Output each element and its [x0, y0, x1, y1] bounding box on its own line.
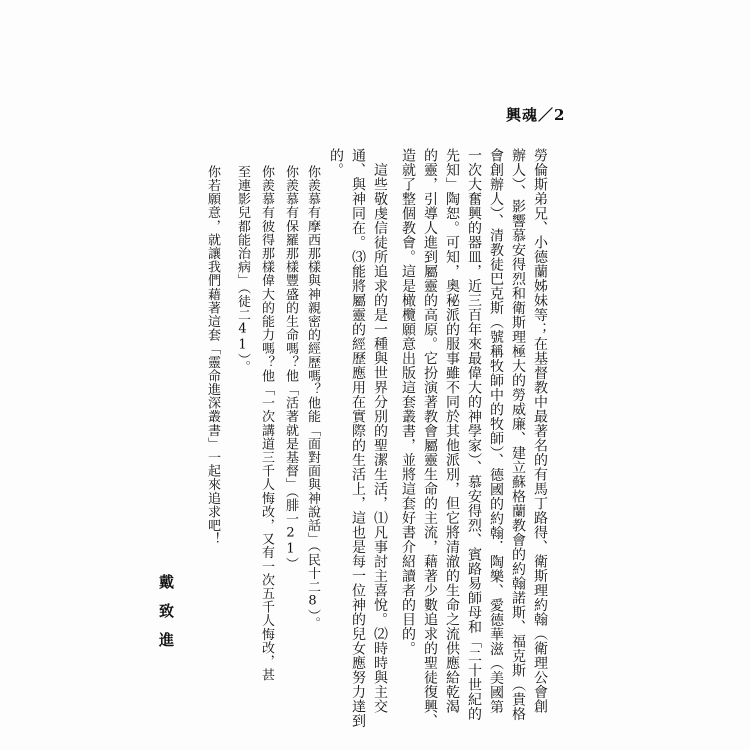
text-column: 辦人）、影響慕安得烈和衛斯理極大的勞威廉、建立蘇格蘭教會的約翰諾斯、福克斯（貴格	[510, 148, 526, 721]
text-column: 這些敬虔信徒所追求的是一種與世界分別的聖潔生活，⑴凡事討主喜悅。⑵時時與主交	[372, 148, 388, 714]
quote-column: 至連影兒都能治病」（徒二41）。	[235, 165, 250, 374]
text-column: 會創辦人）、清教徒巴克斯（號稱牧師中的牧師）、德國的約翰．陶樂、愛德華滋（美國第	[488, 148, 504, 714]
text-column: 造就了整個教會。這是橄欖願意出版這套叢書，並將這套好書介紹讀者的目的。	[400, 148, 416, 656]
quote-column: 你羨慕有摩西那樣與神親密的經歷嗎？他能「面對面與神說話」（民十二8）。	[305, 165, 320, 630]
text-column: 先知」陶恕。可知，奧秘派的服事雖不同於其他派別，但它將清澈的生命之流供應給乾渴	[444, 148, 460, 714]
running-head: 興魂／2	[506, 106, 566, 124]
author-signature: 戴致進	[157, 574, 175, 661]
quote-column: 你羨慕有彼得那樣偉大的能力嗎？他「一次講道三千人悔改，又有一次五千人悔改，甚	[259, 165, 274, 682]
quote-column: 你羨慕有保羅那樣豐盛的生命嗎？他「活著就是基督」（腓一21）	[283, 165, 298, 571]
text-column: 一次大奮興的器皿，近三百年來最偉大的神學家）、慕安得烈、賓路易師母和「二十世紀的	[466, 148, 482, 721]
quote-column: 你若願意，就讓我們藉著這套「靈命進深叢書」一起來追求吧！	[205, 165, 220, 546]
text-column: 的。	[328, 148, 344, 177]
text-column: 勞倫斯弟兄、小德蘭姊妹等；在基督教中最著名的有馬丁路得、衛斯理約翰（衛理公會創	[532, 148, 548, 714]
text-column: 通、與神同在。⑶能將屬靈的經歷應用在實際的生活上，這也是每一位神的兒女應努力達到	[350, 148, 366, 728]
text-column: 的靈，引導人進到屬靈的高原。它扮演著教會屬靈生命的主流，藉著少數追求的聖徒復興、	[422, 148, 438, 728]
